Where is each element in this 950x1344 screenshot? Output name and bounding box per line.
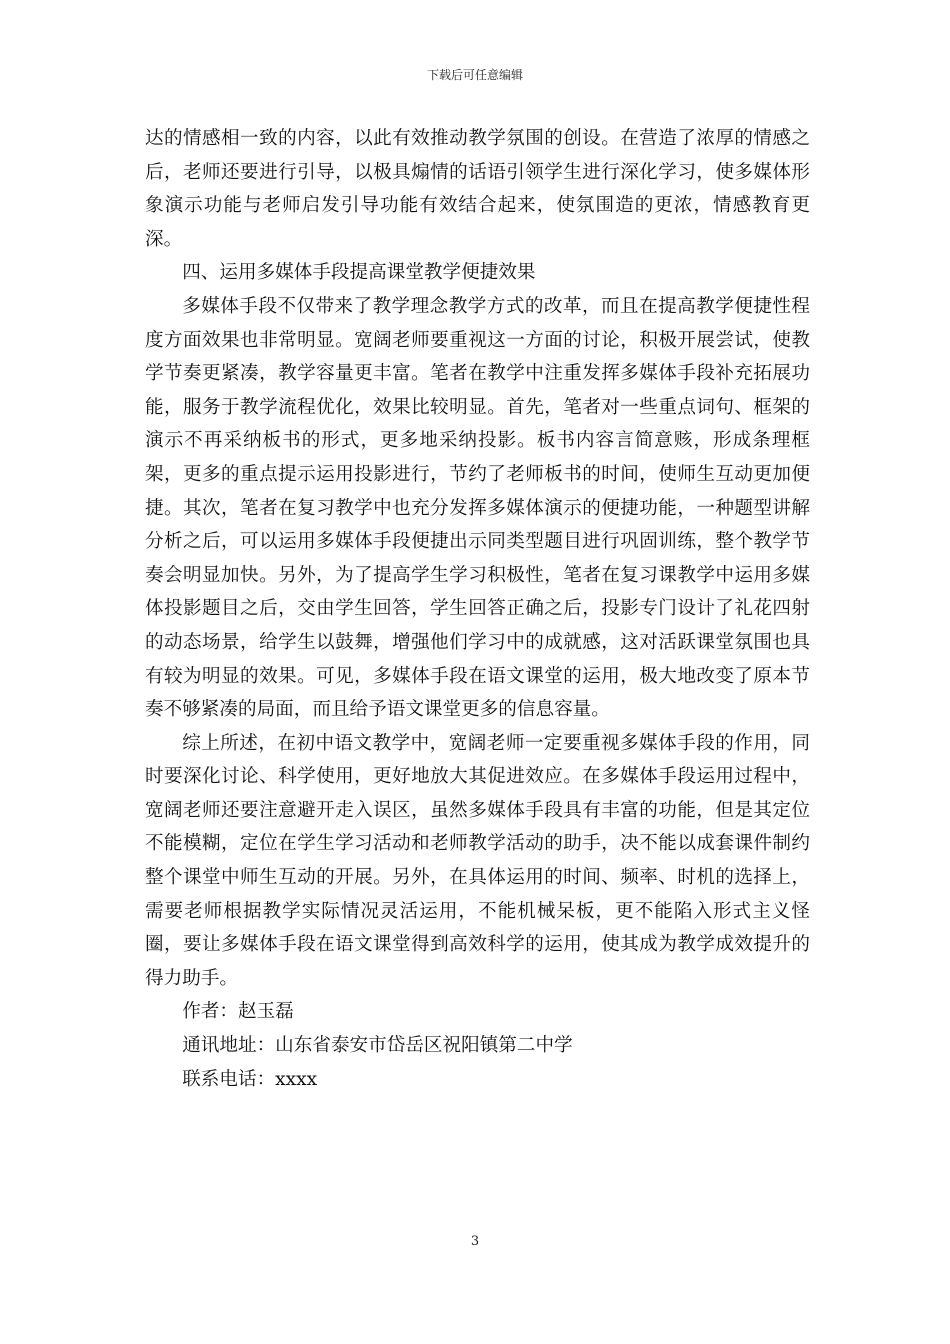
paragraph-continuation: 达的情感相一致的内容，以此有效推动教学氛围的创设。在营造了浓厚的情感之后，老师还要进行引导，以极具煽情的话语引领学生进行深化学习，使多媒体形象演示功能与老师启发引导功能有效结合起来，使氛围造的更浓，情感教育更深。 [145,128,810,250]
section-heading: 四、运用多媒体手段提高课堂教学便捷效果 [182,262,536,284]
address-line: 通讯地址：山东省泰安市岱岳区祝阳镇第二中学 [182,1035,573,1057]
paragraph-conclusion: 综上所述，在初中语文教学中，宽阔老师一定要重视多媒体手段的作用，同时要深化讨论、科学使用，更好地放大其促进效应。在多媒体手段运用过程中，宽阔老师还要注意避开走入误区，虽然多媒体手段具有丰富的功能，但是其定位不能模糊，定位在学生学习活动和老师教学活动的助手，决不能以成套课件制约整个课堂中师生互动的开展。另外，在具体运用的时间、频率、时机的选择上，需要老师根据教学实际情况灵活运用，不能机械呆板，更不能陷入形式主义怪圈，要让多媒体手段在语文课堂得到高效科学的运用，使其成为教学成效提升的得力助手。 [145,732,810,989]
phone-line: 联系电话：xxxx [182,1068,318,1090]
paragraph-efficiency: 多媒体手段不仅带来了教学理念教学方式的改革，而且在提高教学便捷性程度方面效果也非常明显。宽阔老师要重视这一方面的讨论，积极开展尝试，使教学节奏更紧凑，教学容量更丰富。笔者在教学中注重发挥多媒体手段补充拓展功能，服务于教学流程优化，效果比较明显。首先，笔者对一些重点词句、框架的演示不再采纳板书的形式，更多地采纳投影。板书内容言简意赅，形成条理框架，更多的重点提示运用投影进行，节约了老师板书的时间，使师生互动更加便捷。其次，笔者在复习教学中也充分发挥多媒体演示的便捷功能，一种题型讲解分析之后，可以运用多媒体手段便捷出示同类型题目进行巩固训练，整个教学节奏会明显加快。另外，为了提高学生学习积极性，笔者在复习课教学中运用多媒体投影题目之后，交由学生回答，学生回答正确之后，投影专门设计了礼花四射的动态场景，给学生以鼓舞，增强他们学习中的成就感，这对活跃课堂氛围也具有较为明显的效果。可见，多媒体手段在语文课堂的运用，极大地改变了原本节奏不够紧凑的局面，而且给予语文课堂更多的信息容量。 [145,295,810,721]
document-body [145,122,810,1096]
header-note: 下载后可任意编辑 [426,68,523,82]
page-number: 3 [470,1234,480,1249]
author-line: 作者：赵玉磊 [182,1001,294,1023]
